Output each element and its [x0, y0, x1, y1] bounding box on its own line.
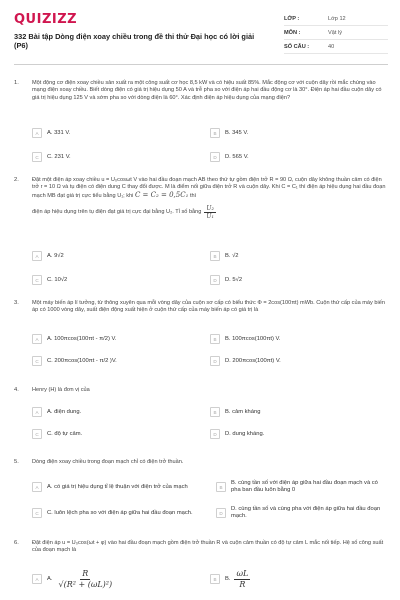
option-c[interactable]: C C. độ tự cảm.	[32, 429, 210, 439]
question-text: Henry (H) là đơn vị của	[32, 387, 90, 393]
question-number: 5.	[14, 459, 19, 465]
option-letter: D	[216, 508, 226, 518]
header-divider	[14, 64, 388, 65]
question-text: Đặt điện áp u = U₀cos(ωt + φ) vào hai đầu đoạn mạch gồm điện trở thuần R và cuộn cảm thuần có độ tự cảm L mắc nối tiếp. Hệ số công suất của đoạn mạch là	[32, 540, 384, 554]
options	[32, 330, 388, 370]
meta-label: LỚP :	[284, 15, 300, 22]
question-3	[14, 300, 388, 380]
option-c[interactable]: C C. 10√2	[32, 275, 210, 285]
option-d[interactable]: D D. cùng tần số và cùng pha với điện áp giữa hai đầu đoạn mạch.	[216, 506, 388, 520]
option-letter: B	[216, 482, 226, 492]
option-letter: C	[32, 152, 42, 162]
option-b[interactable]: B B. cùng tần số với điện áp giữa hai đầu đoạn mạch và có pha ban đầu luôn bằng 0	[216, 480, 388, 494]
question-text: Dòng điện xoay chiều trong đoạn mạch chỉ có điện trở thuần.	[32, 459, 184, 465]
options	[32, 247, 388, 289]
question-text: Một động cơ điện xoay chiều sản xuất ra một công suất cơ học 8,5 kW và có hiệu suất 85%. Mắc động cơ với cuộn dây rồi mắc chúng vào mạng điện xoay chiều. Biết dòng điện có giá trị hiệu dụng 50 A và trễ pha so với điện áp hai đầu động cơ là 30°. Điện áp hai đầu cuộn dây có giá trị hiệu dụng 125 V và sớm pha so với dòng điện là 60°. Xác định điện áp hiệu dụng của mạng điện?	[32, 80, 382, 101]
option-letter: D	[210, 429, 220, 439]
meta-label: SỐ CÂU :	[284, 43, 310, 50]
option-letter: C	[32, 508, 42, 518]
option-letter: A	[32, 574, 42, 584]
option-letter: D	[210, 356, 220, 366]
question-2	[14, 177, 388, 292]
question-text: Một máy biến áp lí tưởng, từ thông xuyên qua mỗi vòng dây của cuộn sơ cấp có biểu thức Φ = 2cos(100πt) mWb. Cuộn thứ cấp của máy biến áp có 1000 vòng dây, suất điện động xuất hiện ở cuộn thứ cấp của máy biến áp có giá trị là	[32, 300, 385, 314]
option-letter: A	[32, 334, 42, 344]
question-text: Đặt một điện áp xoay chiều u = U₀cosωt V vào hai đầu đoạn mạch AB theo thứ tự gồm điện trở R = 90 Ω, cuộn dây không thuần cảm có điện trở r = 10 Ω và tụ điện có điện dung C thay đổi được. M là điểm nối giữa điện trở R và cuộn dây. Khi C = C₁ thì điện áp hiệu dụng hai đầu đoạn mạch MB đạt giá trị cực tiểu bằng U₁; khi C = C₂ = 0,5C₁ thì điện áp hiệu dụng trên tụ điện đạt giá trị cực đại bằng U₂. Tỉ số bằng $\frac{\text{U₂}}{\text{U₁}}$	[32, 177, 386, 221]
meta-table	[284, 12, 388, 54]
option-d[interactable]: D D. 200πcos(100πt) V.	[210, 356, 388, 366]
option-b[interactable]: B B. 345 V.	[210, 128, 388, 138]
meta-value: 40	[328, 43, 335, 50]
option-d[interactable]: D D. 565 V.	[210, 152, 388, 162]
page-header	[0, 0, 400, 56]
page-title: 332 Bài tập Dòng điện xoay chiều trong đề thi thử Đại học có lời giải (P6)	[14, 32, 255, 50]
option-a[interactable]: A A. điện dung.	[32, 407, 210, 417]
option-d[interactable]: D D. 5√2	[210, 275, 388, 285]
quizizz-logo: QUIZIZZ	[14, 12, 78, 27]
options	[32, 562, 388, 596]
question-number: 4.	[14, 387, 19, 393]
meta-row-subject	[284, 26, 388, 40]
option-letter: B	[210, 574, 220, 584]
question-4	[14, 387, 388, 447]
options	[32, 403, 388, 443]
question-1	[14, 80, 388, 170]
option-letter: C	[32, 356, 42, 366]
option-a[interactable]: A A. $\frac{R}{\text{√(R² + (ωL)²)}}$	[32, 569, 210, 590]
option-a[interactable]: A A. 331 V.	[32, 128, 210, 138]
option-letter: A	[32, 407, 42, 417]
option-d[interactable]: D D. dung kháng.	[210, 429, 388, 439]
option-letter: A	[32, 128, 42, 138]
option-c[interactable]: C C. 231 V.	[32, 152, 210, 162]
option-letter: A	[32, 482, 42, 492]
option-letter: B	[210, 407, 220, 417]
question-number: 1.	[14, 80, 19, 86]
question-number: 6.	[14, 540, 19, 546]
option-c[interactable]: C C. 200πcos(100πt - π/2 )V.	[32, 356, 210, 366]
option-b[interactable]: B B. 100πcos(100πt) V.	[210, 334, 388, 344]
question-6	[14, 540, 388, 600]
question-5	[14, 459, 388, 535]
option-a[interactable]: A A. có giá trị hiệu dụng tỉ lệ thuận với điện trở của mạch	[32, 482, 216, 492]
options	[32, 124, 388, 166]
question-number: 2.	[14, 177, 19, 183]
formula-option-a: $\frac{R}{\text{√(R² + (ωL)²)}}$	[58, 568, 113, 589]
option-c[interactable]: C C. luôn lệch pha so với điện áp giữa hai đầu đoạn mạch.	[32, 508, 216, 518]
option-b[interactable]: B B. √2	[210, 251, 388, 261]
meta-value: Lớp 12	[328, 15, 346, 22]
option-letter: C	[32, 429, 42, 439]
option-letter: B	[210, 251, 220, 261]
options	[32, 475, 388, 525]
meta-label: MÔN :	[284, 29, 301, 36]
option-letter: B	[210, 334, 220, 344]
meta-value: Vật lý	[328, 29, 342, 36]
question-number: 3.	[14, 300, 19, 306]
option-a[interactable]: A A. 100πcos(100πt - π/2) V.	[32, 334, 210, 344]
option-a[interactable]: A A. 9√2	[32, 251, 210, 261]
meta-row-count	[284, 40, 388, 54]
option-b[interactable]: B B. cảm kháng	[210, 407, 388, 417]
ratio-formula: $\frac{\text{U₂}}{\text{U₁}}$	[206, 205, 214, 221]
option-letter: D	[210, 275, 220, 285]
meta-row-class	[284, 12, 388, 26]
option-letter: B	[210, 128, 220, 138]
formula-c2: C = C₂ = 0,5C₁	[134, 190, 189, 199]
option-letter: C	[32, 275, 42, 285]
option-letter: A	[32, 251, 42, 261]
option-letter: D	[210, 152, 220, 162]
formula-option-b: $\frac{\omega L}{R}$	[236, 568, 249, 589]
option-b[interactable]: B B. $\frac{\omega L}{R}$	[210, 569, 388, 590]
